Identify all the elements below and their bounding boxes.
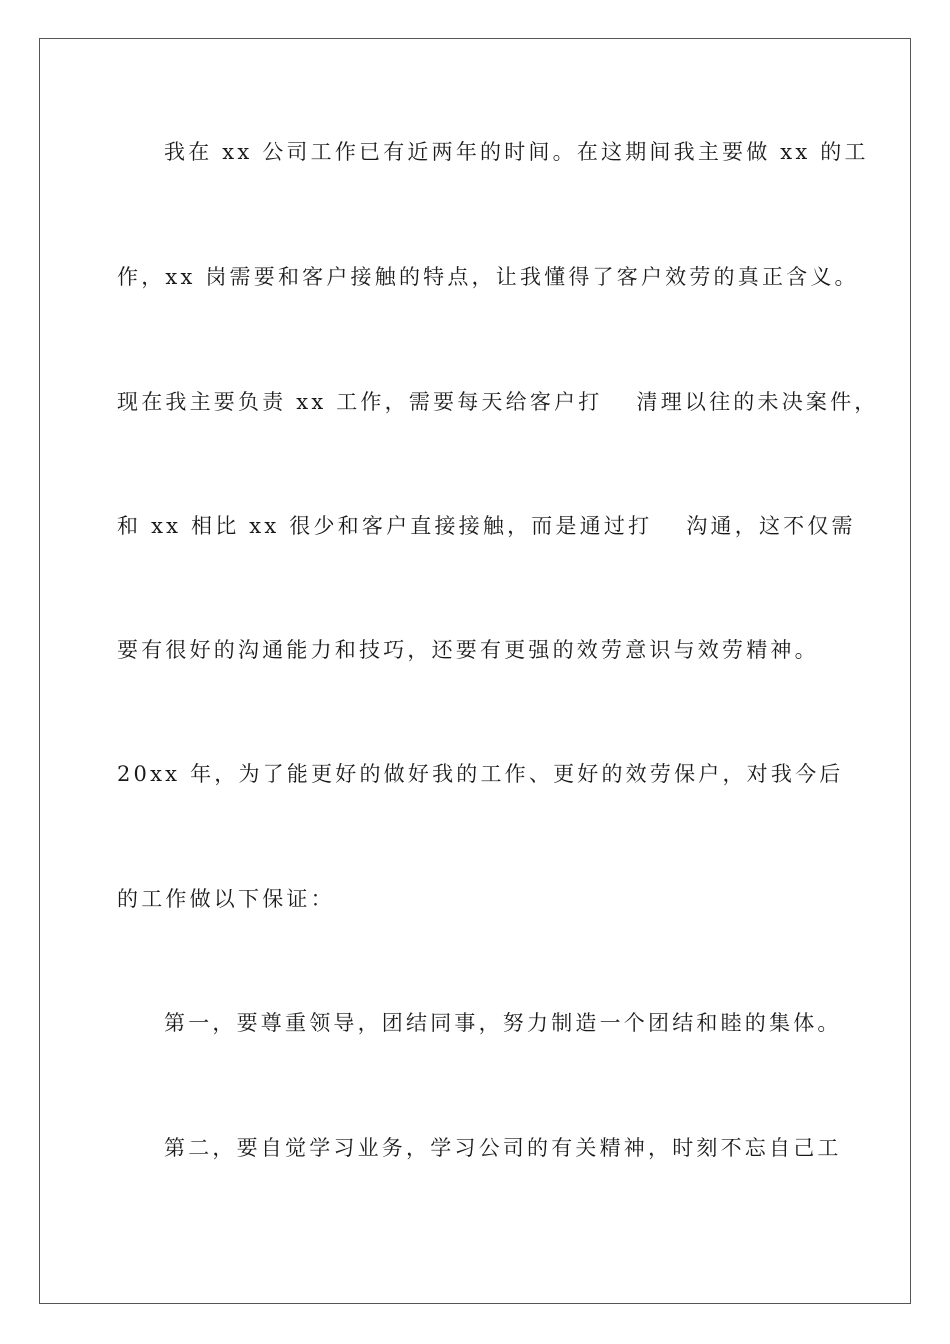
text-line-7: 的工作做以下保证：: [117, 887, 335, 911]
page-border: [39, 38, 911, 1304]
text-line-8: 第一，要尊重领导，团结同事，努力制造一个团结和睦的集体。: [164, 1011, 842, 1035]
text-line-4: 和 xx 相比 xx 很少和客户直接接触，而是通过打 沟通，这不仅需: [117, 514, 856, 538]
text-line-5: 要有很好的沟通能力和技巧，还要有更强的效劳意识与效劳精神。: [117, 638, 819, 662]
text-line-6: 20xx 年，为了能更好的做好我的工作、更好的效劳保户，对我今后: [117, 762, 844, 786]
text-line-3: 现在我主要负责 xx 工作，需要每天给客户打 清理以往的未决案件，: [117, 390, 879, 414]
text-line-9: 第二，要自觉学习业务，学习公司的有关精神，时刻不忘自己工: [164, 1136, 842, 1160]
text-line-1: 我在 xx 公司工作已有近两年的时间。在这期间我主要做 xx 的工: [164, 140, 869, 164]
text-line-2: 作，xx 岗需要和客户接触的特点，让我懂得了客户效劳的真正含义。: [117, 265, 859, 289]
